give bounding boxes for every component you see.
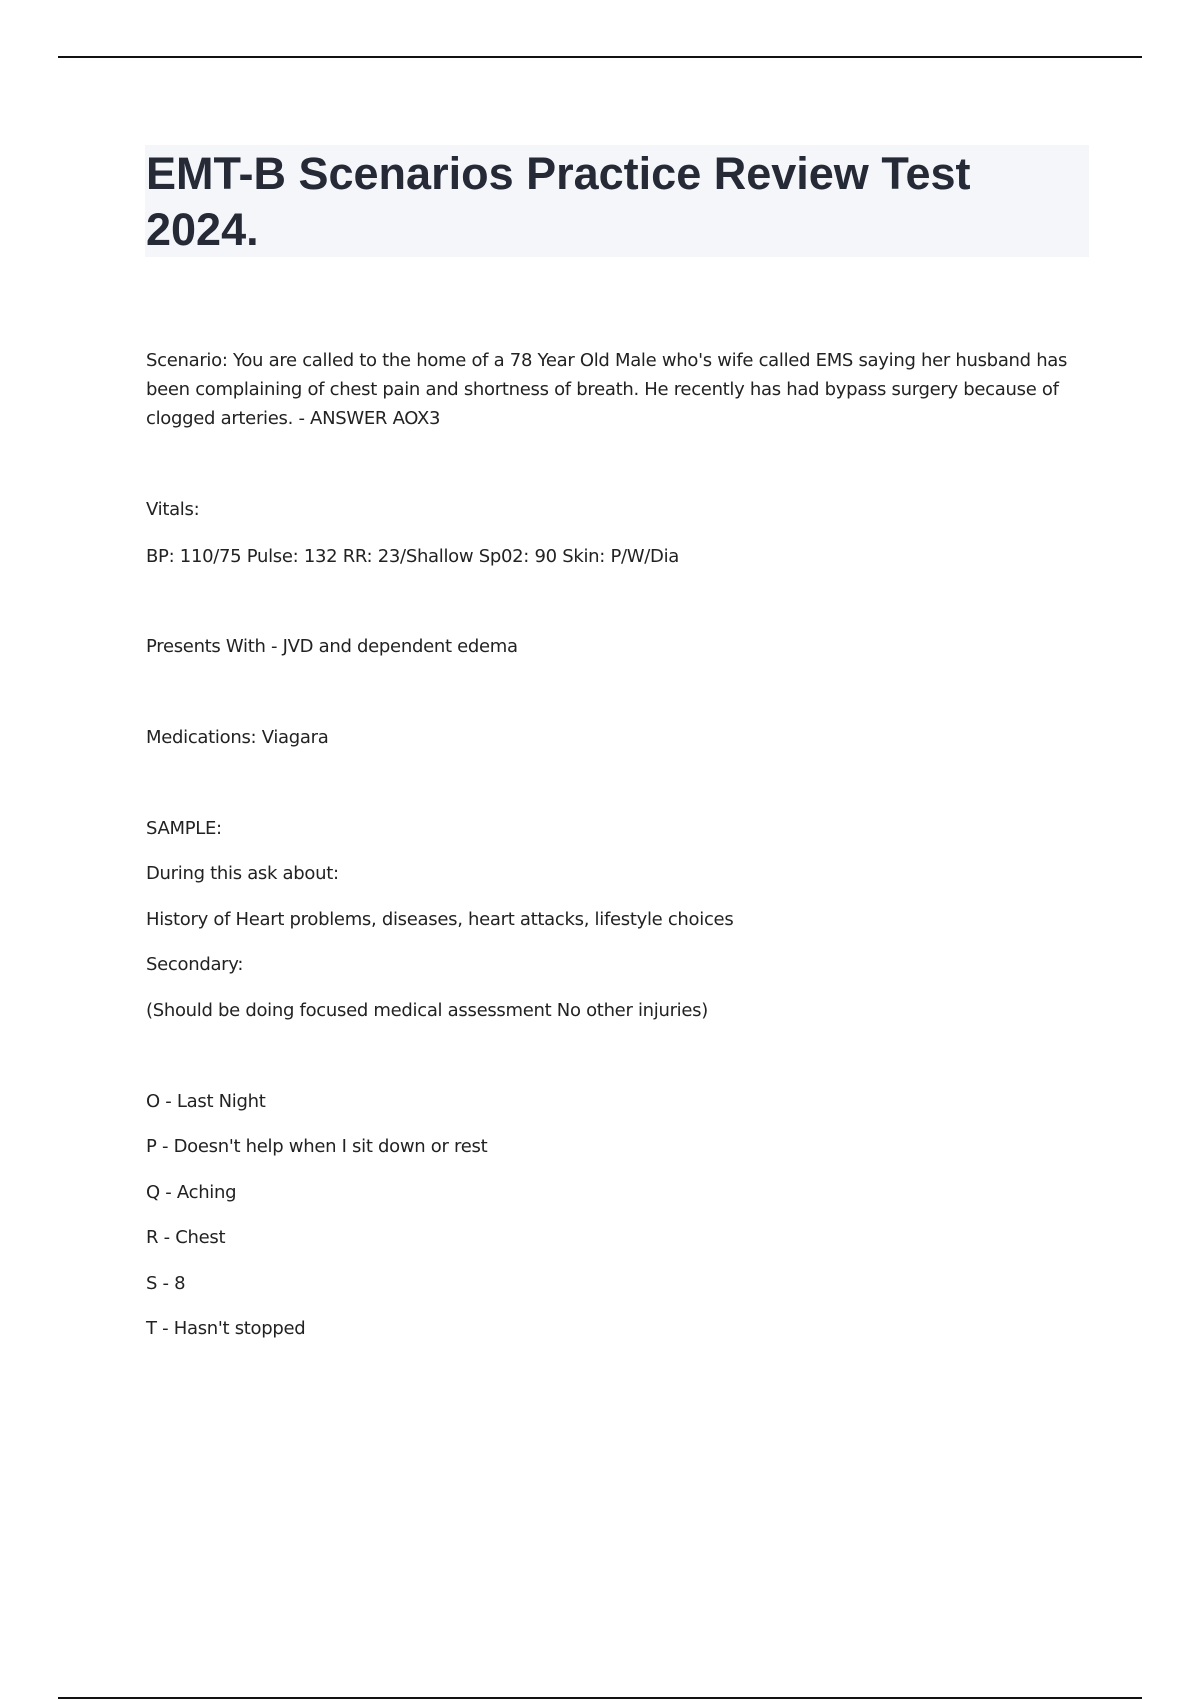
secondary-note: (Should be doing focused medical assessment No other injuries) — [146, 1000, 708, 1021]
scenario-text: Scenario: You are called to the home of a 78 Year Old Male who's wife called EMS saying her husband has been complaining of chest pain and shortness of breath. He recently has had bypass surgery because of clogged arteries. - ANSWER AOX3 — [146, 350, 1068, 429]
document-title: EMT-B Scenarios Practice Review Test 2024. — [146, 148, 971, 255]
sample-heading: SAMPLE: — [146, 818, 222, 839]
bottom-divider — [58, 1697, 1142, 1699]
vitals-heading: Vitals: — [146, 499, 200, 520]
opqrst-provocation: P - Doesn't help when I sit down or rest — [146, 1136, 488, 1157]
top-divider — [58, 56, 1142, 58]
opqrst-quality: Q - Aching — [146, 1182, 237, 1203]
opqrst-region: R - Chest — [146, 1227, 226, 1248]
history-text: History of Heart problems, diseases, heart attacks, lifestyle choices — [146, 909, 734, 930]
vitals-values: BP: 110/75 Pulse: 132 RR: 23/Shallow Sp02: 90 Skin: P/W/Dia — [146, 546, 680, 567]
presents-with-text: Presents With - JVD and dependent edema — [146, 636, 518, 657]
opqrst-onset: O - Last Night — [146, 1091, 266, 1112]
sample-intro: During this ask about: — [146, 863, 339, 884]
opqrst-severity: S - 8 — [146, 1273, 186, 1294]
secondary-heading: Secondary: — [146, 954, 244, 975]
medications-text: Medications: Viagara — [146, 727, 329, 748]
opqrst-time: T - Hasn't stopped — [146, 1318, 306, 1339]
